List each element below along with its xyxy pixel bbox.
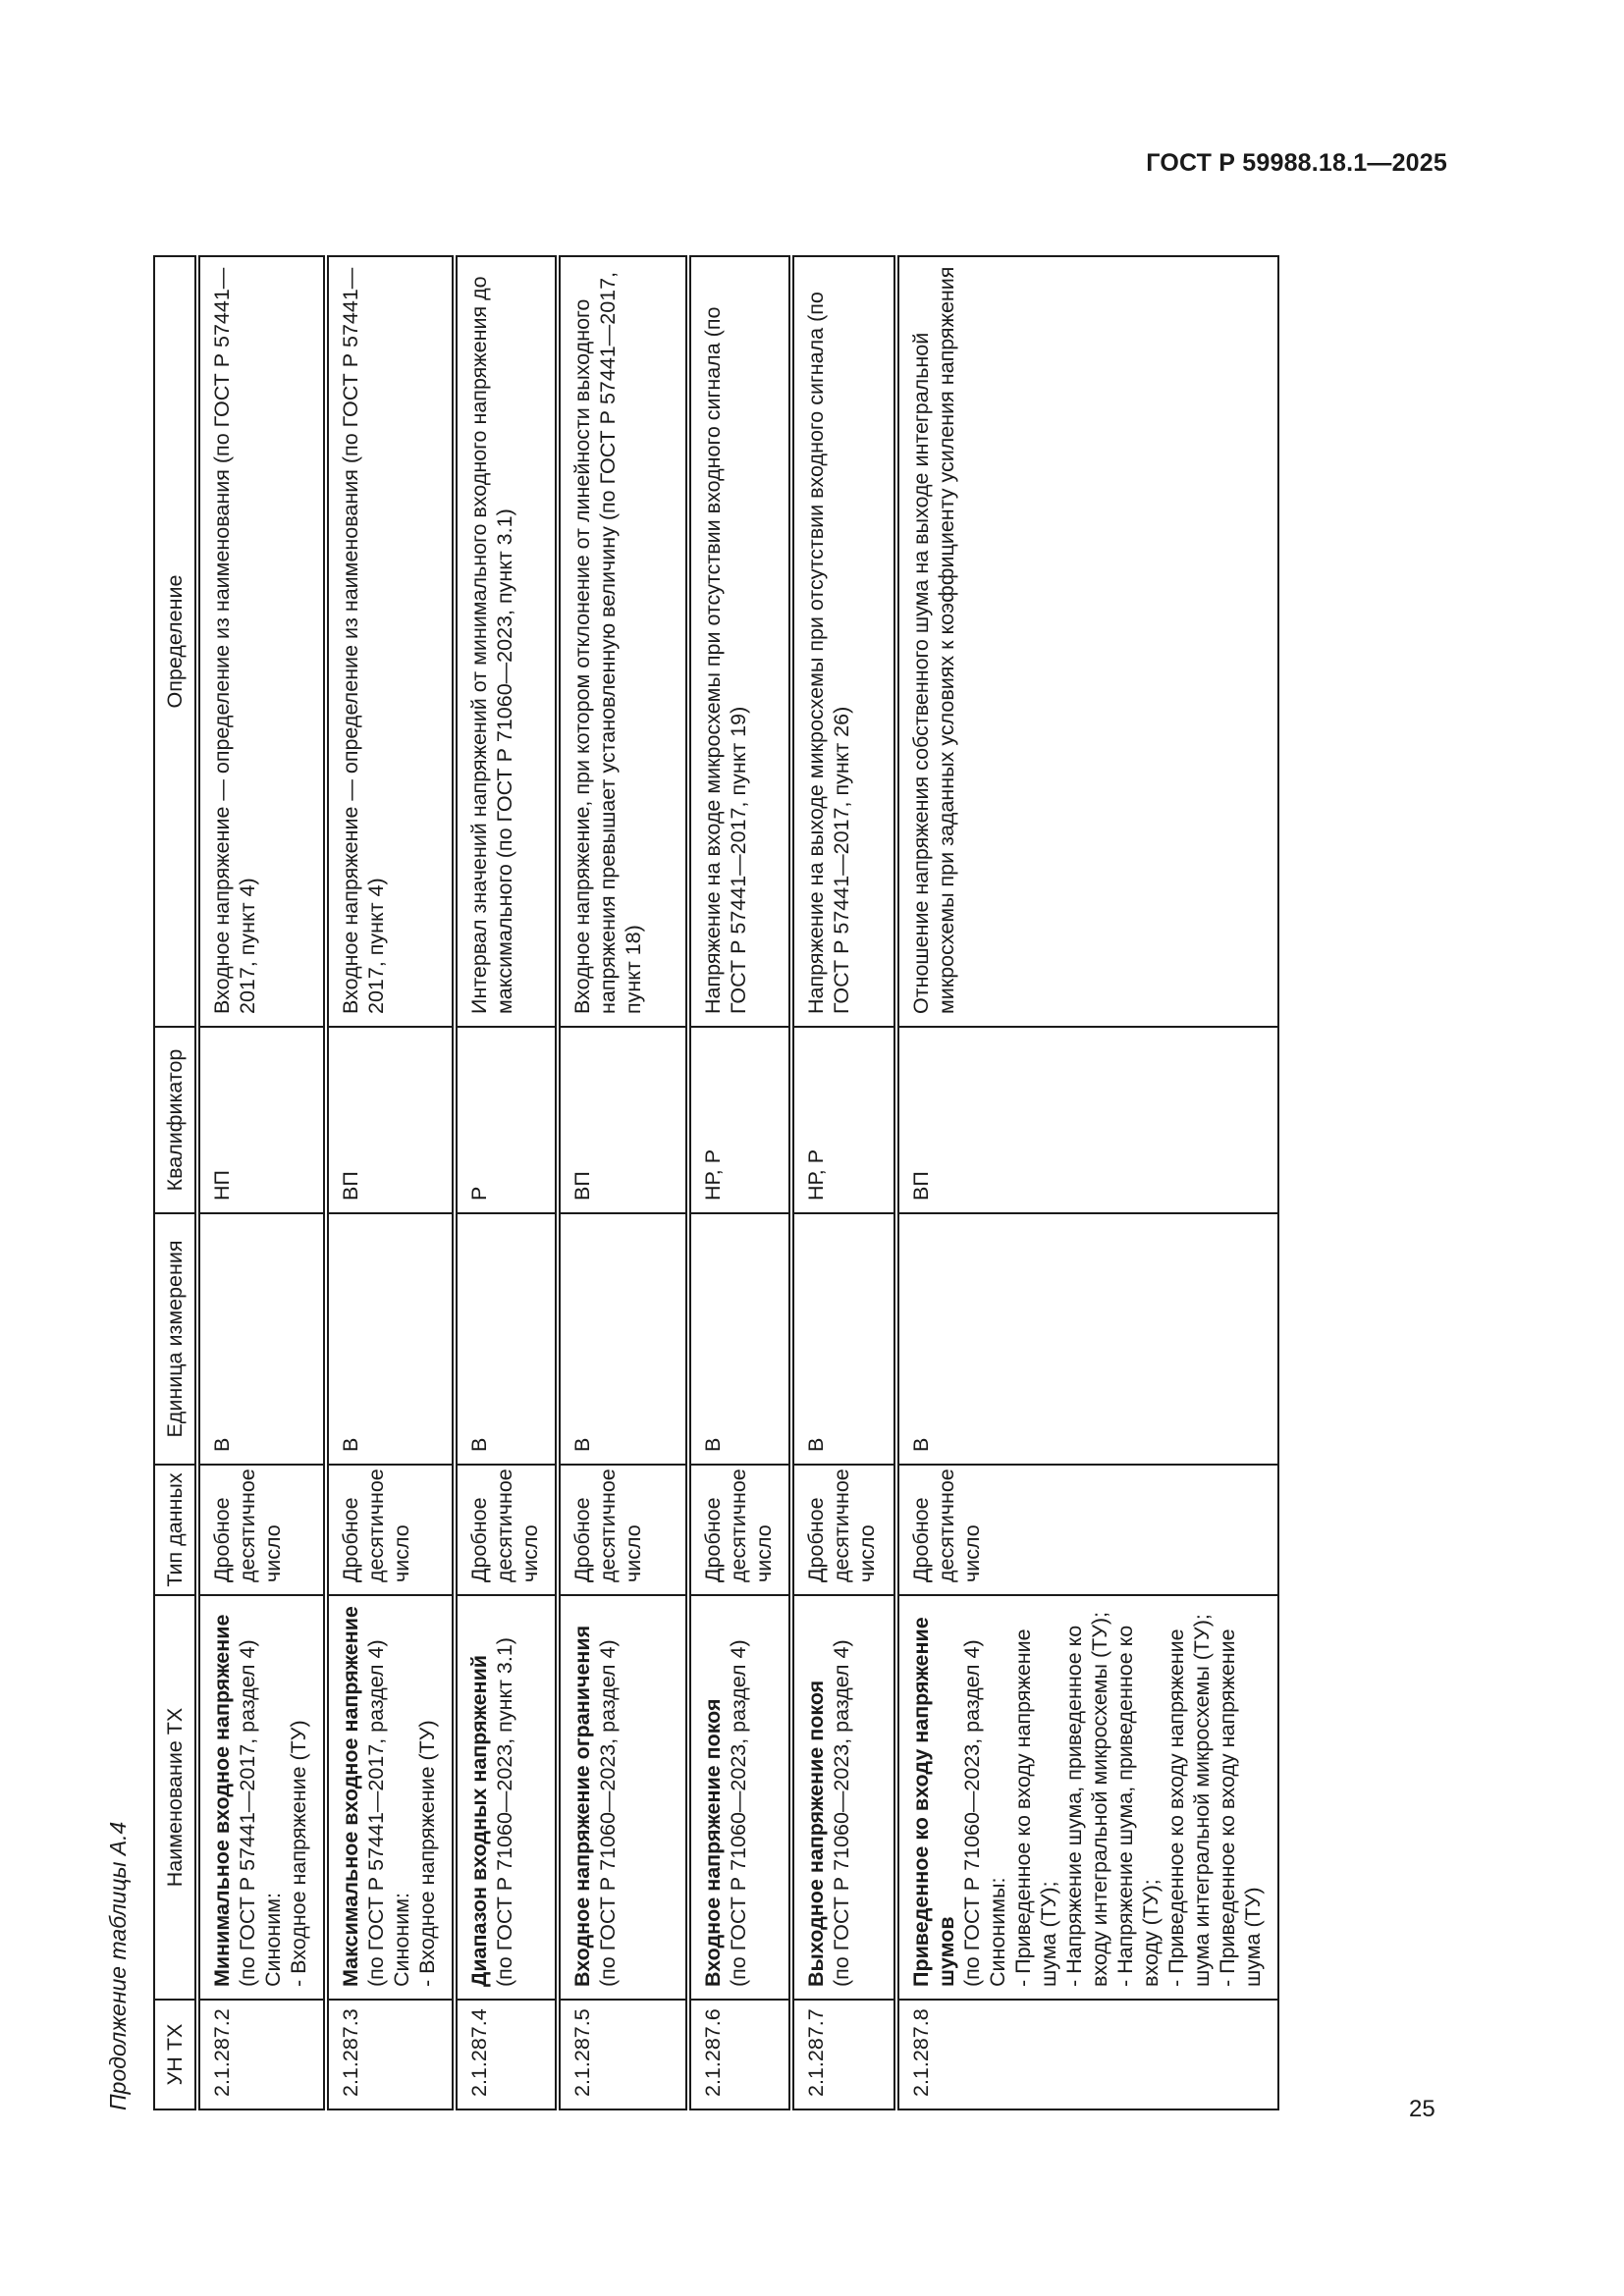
- table-row: [688, 256, 791, 2109]
- row-id: 2.1.287.8: [896, 2000, 1278, 2109]
- column-header-qualifier: Квалификатор: [154, 1027, 197, 1213]
- row-definition: Входное напряжение, при котором отклонение от линейности выходного напряжения превышает установленную величину (по ГОСТ Р 57441—2017, пункт 18): [558, 256, 688, 1027]
- row-id: 2.1.287.7: [791, 2000, 896, 2109]
- table-row: [197, 256, 326, 2109]
- name-title: Диапазон входных напряжений: [467, 1654, 491, 1987]
- row-qualifier: ВП: [896, 1027, 1278, 1213]
- name-title: Максимальное входное напряжение: [339, 1606, 362, 1987]
- row-data-type: Дробное десятичное число: [688, 1465, 791, 1595]
- row-definition: Интервал значений напряжений от минимального входного напряжения до максимального (по ГОСТ Р 71060—2023, пункт 3.1): [455, 256, 558, 1027]
- row-data-type: Дробное десятичное число: [896, 1465, 1278, 1595]
- table-caption: Продолжение таблицы А.4: [105, 1821, 131, 2110]
- row-name: [558, 1595, 688, 2000]
- synonym-item: - Приведенное ко входу напряжение шума (ТУ);: [1011, 1629, 1060, 1987]
- row-id: 2.1.287.3: [326, 2000, 455, 2109]
- row-id: 2.1.287.2: [197, 2000, 326, 2109]
- row-id: 2.1.287.5: [558, 2000, 688, 2109]
- synonym-item: - Напряжение шума, приведенное ко входу (ТУ);: [1113, 1625, 1163, 1987]
- name-reference: (по ГОСТ Р 71060—2023, раздел 4): [960, 1639, 984, 1987]
- row-qualifier: ВП: [558, 1027, 688, 1213]
- row-data-type: Дробное десятичное число: [455, 1465, 558, 1595]
- row-unit: В: [197, 1213, 326, 1465]
- row-unit: В: [558, 1213, 688, 1465]
- synonym-item: - Входное напряжение (ТУ): [287, 1720, 310, 1987]
- column-header-unit: Единица измерения: [154, 1213, 197, 1465]
- name-title: Минимальное входное напряжение: [210, 1614, 234, 1987]
- column-header-name: Наименование ТХ: [154, 1595, 197, 2000]
- row-unit: В: [455, 1213, 558, 1465]
- row-name: [791, 1595, 896, 2000]
- synonym-item: - Приведенное ко входу напряжение шума интегральной микросхемы (ТУ);: [1164, 1614, 1214, 1987]
- synonym-label: Синоним:: [261, 1892, 285, 1987]
- table-row: [896, 256, 1278, 2109]
- table-row: [455, 256, 558, 2109]
- row-id: 2.1.287.4: [455, 2000, 558, 2109]
- name-reference: (по ГОСТ Р 71060—2023, раздел 4): [727, 1639, 750, 1987]
- page-number: 25: [1409, 2096, 1435, 2122]
- synonym-label: Синоним:: [390, 1892, 413, 1987]
- row-unit: В: [688, 1213, 791, 1465]
- name-title: Входное напряжение ограничения: [570, 1625, 594, 1987]
- name-reference: (по ГОСТ Р 71060—2023, раздел 4): [596, 1639, 620, 1987]
- row-qualifier: НР, Р: [791, 1027, 896, 1213]
- row-id: 2.1.287.6: [688, 2000, 791, 2109]
- synonym-item: - Входное напряжение (ТУ): [415, 1720, 439, 1987]
- name-title: Выходное напряжение покоя: [804, 1680, 828, 1987]
- table-row: [558, 256, 688, 2109]
- name-reference: (по ГОСТ Р 71060—2023, раздел 4): [830, 1639, 853, 1987]
- row-definition: Напряжение на входе микросхемы при отсутствии входного сигнала (по ГОСТ Р 57441—2017, пункт 19): [688, 256, 791, 1027]
- table-header-row: [154, 256, 197, 2109]
- row-name: [455, 1595, 558, 2000]
- row-definition: Напряжение на выходе микросхемы при отсутствии входного сигнала (по ГОСТ Р 57441—2017, пункт 26): [791, 256, 896, 1027]
- column-header-data-type: Тип данных: [154, 1465, 197, 1595]
- characteristics-table: [153, 255, 1279, 2110]
- synonym-item: - Приведенное ко входу напряжение шума (ТУ): [1216, 1629, 1265, 1987]
- name-reference: (по ГОСТ Р 71060—2023, пункт 3.1): [493, 1637, 516, 1987]
- column-header-id: УН ТХ: [154, 2000, 197, 2109]
- row-unit: В: [326, 1213, 455, 1465]
- name-reference: (по ГОСТ Р 57441—2017, раздел 4): [364, 1639, 388, 1987]
- row-qualifier: НП: [197, 1027, 326, 1213]
- table-row: [326, 256, 455, 2109]
- row-unit: В: [791, 1213, 896, 1465]
- document-code-header: ГОСТ Р 59988.18.1—2025: [1146, 149, 1447, 177]
- column-header-definition: Определение: [154, 256, 197, 1027]
- name-title: Входное напряжение покоя: [701, 1698, 725, 1987]
- row-data-type: Дробное десятичное число: [197, 1465, 326, 1595]
- row-name: [326, 1595, 455, 2000]
- row-definition: Отношение напряжения собственного шума на выходе интегральной микросхемы при заданных условиях к коэффициенту усиления напряжения: [896, 256, 1278, 1027]
- rotated-table-area: [88, 216, 1473, 2110]
- table-row: [791, 256, 896, 2109]
- row-qualifier: Р: [455, 1027, 558, 1213]
- row-name: [688, 1595, 791, 2000]
- synonym-item: - Напряжение шума, приведенное ко входу интегральной микросхемы (ТУ);: [1062, 1611, 1111, 1987]
- row-definition: Входное напряжение — определение из наименования (по ГОСТ Р 57441—2017, пункт 4): [326, 256, 455, 1027]
- row-name: [197, 1595, 326, 2000]
- row-unit: В: [896, 1213, 1278, 1465]
- name-title: Приведенное ко входу напряжение шумов: [909, 1617, 958, 1987]
- name-reference: (по ГОСТ Р 57441—2017, раздел 4): [236, 1639, 259, 1987]
- row-name: [896, 1595, 1278, 2000]
- row-data-type: Дробное десятичное число: [558, 1465, 688, 1595]
- row-data-type: Дробное десятичное число: [326, 1465, 455, 1595]
- row-definition: Входное напряжение — определение из наименования (по ГОСТ Р 57441—2017, пункт 4): [197, 256, 326, 1027]
- synonym-label: Синонимы:: [986, 1877, 1009, 1987]
- row-data-type: Дробное десятичное число: [791, 1465, 896, 1595]
- row-qualifier: НР, Р: [688, 1027, 791, 1213]
- row-qualifier: ВП: [326, 1027, 455, 1213]
